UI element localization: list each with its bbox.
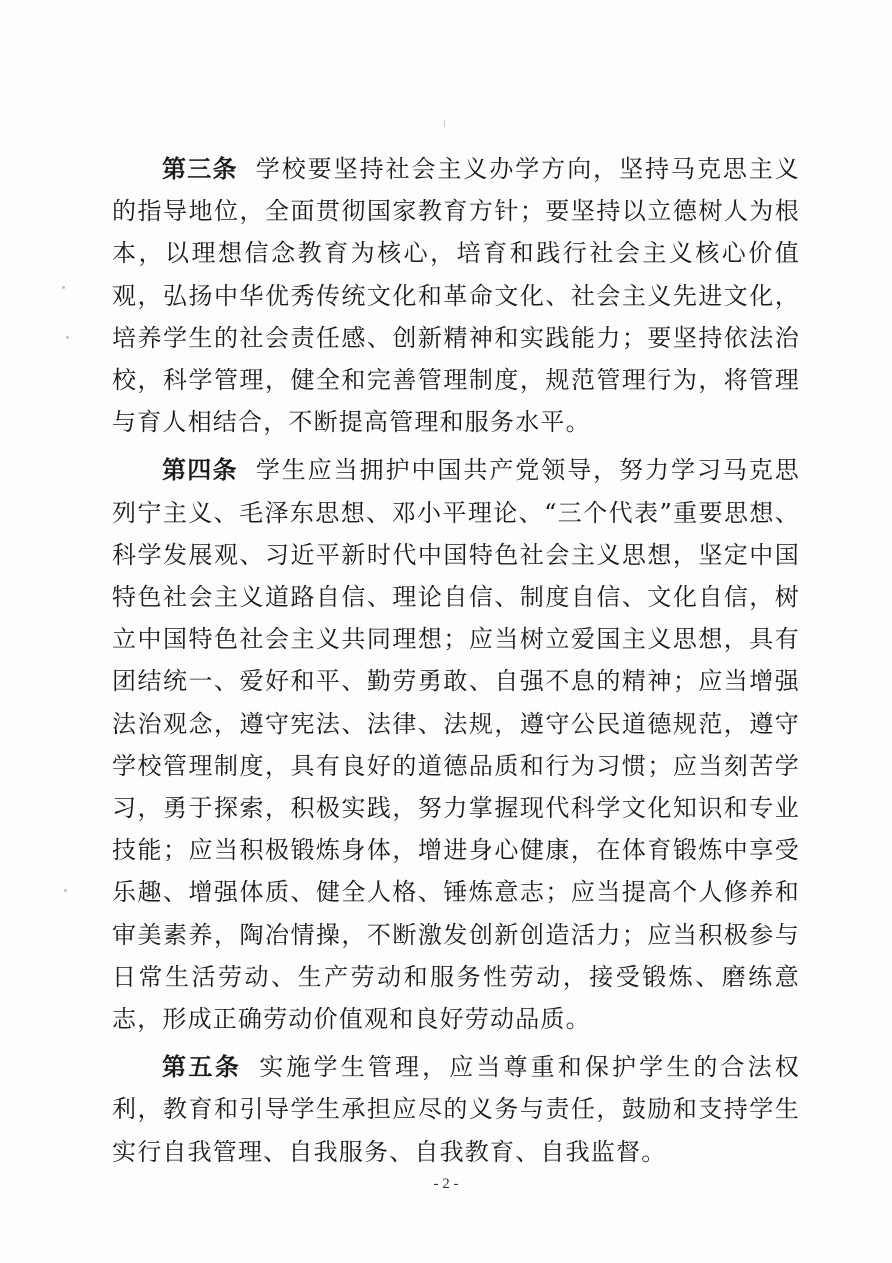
- scan-mark: [62, 286, 65, 289]
- article-heading: 第三条: [162, 155, 238, 183]
- scan-mark: [444, 120, 445, 127]
- article-heading: 第四条: [162, 456, 238, 485]
- page-number: - 2 -: [433, 1176, 459, 1192]
- article-4: [112, 449, 800, 1040]
- document-body: [112, 148, 800, 1179]
- article-3: [112, 148, 800, 443]
- scan-mark: [66, 336, 69, 339]
- article-5: [112, 1046, 800, 1173]
- article-heading: 第五条: [162, 1053, 242, 1082]
- scan-mark: [64, 889, 67, 892]
- article-text: 实施学生管理，应当尊重和保护学生的合法权利，教育和引导学生承担应尽的义务与责任，鼓励和支持学生实行自我管理、自我服务、自我教育、自我监督。: [112, 1053, 800, 1166]
- article-text: 学生应当拥护中国共产党领导，努力学习马克思列宁主义、毛泽东思想、邓小平理论、“三个代表”重要思想、科学发展观、习近平新时代中国特色社会主义思想，坚定中国特色社会主义道路自信、理论自信、制度自信、文化自信，树立中国特色社会主义共同理想；应当树立爱国主义思想，具有团结统一、爱好和平、勤劳勇敢、自强不息的精神；应当增强法治观念，遵守宪法、法律、法规，遵守公民道德规范，遵守学校管理制度，具有良好的道德品质和行为习惯；应当刻苦学习，勇于探索，积极实践，努力掌握现代科学文化知识和专业技能；应当积极锻炼身体，增进身心健康，在体育锻炼中享受乐趣、增强体质、健全人格、锤炼意志；应当提高个人修养和审美素养，陶冶情操，不断激发创新创造活力；应当积极参与日常生活劳动、生产劳动和服务性劳动，接受锻炼、磨练意志，形成正确劳动价值观和良好劳动品质。: [112, 456, 801, 1034]
- article-text: 学校要坚持社会主义办学方向，坚持马克思主义的指导地位，全面贯彻国家教育方针；要坚持以立德树人为根本，以理想信念教育为核心，培育和践行社会主义核心价值观，弘扬中华优秀传统文化和革命文化、社会主义先进文化，培养学生的社会责任感、创新精神和实践能力；要坚持依法治校，科学管理，健全和完善管理制度，规范管理行为，将管理与育人相结合，不断提高管理和服务水平。: [112, 155, 801, 437]
